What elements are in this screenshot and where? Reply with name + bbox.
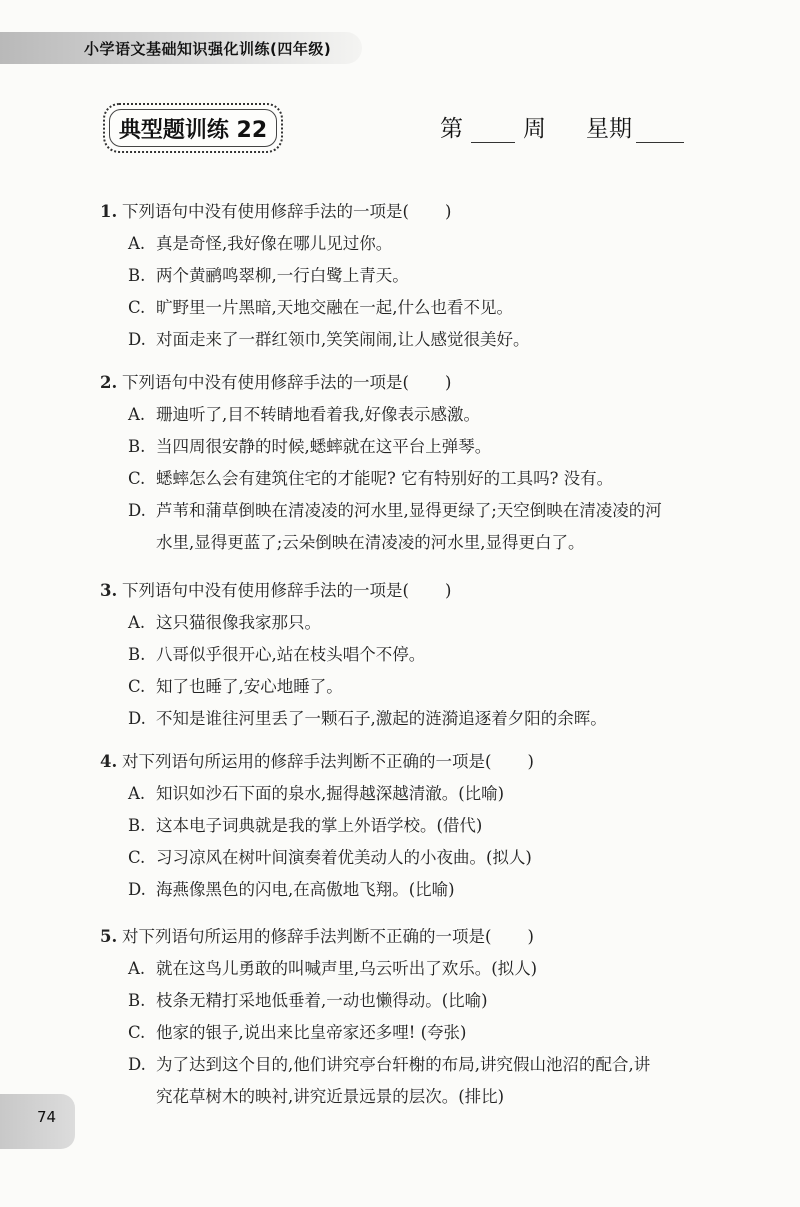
answer-paren-close[interactable]: ) bbox=[444, 202, 452, 221]
section-title-box bbox=[103, 103, 283, 153]
option-d: D. 为了达到这个目的,他们讲究亭台轩榭的布局,讲究假山池沼的配合,讲 究花草树木的映衬,讲究近景远景的层次。(排比) bbox=[128, 1055, 651, 1106]
option-c: C. 他家的银子,说出来比皇帝家还多哩! (夸张) bbox=[128, 1023, 467, 1042]
question-3 bbox=[100, 575, 760, 735]
answer-paren-close[interactable]: ) bbox=[444, 581, 452, 600]
weekday-label: 星期 bbox=[586, 116, 632, 142]
answer-paren-close[interactable]: ) bbox=[444, 373, 452, 392]
question-2 bbox=[100, 367, 760, 559]
question-number: 4. bbox=[100, 752, 118, 771]
option-d: D. 海燕像黑色的闪电,在高傲地飞翔。(比喻) bbox=[128, 880, 455, 899]
question-stem: 下列语句中没有使用修辞手法的一项是( bbox=[122, 373, 409, 392]
option-d: D. 不知是谁往河里丢了一颗石子,激起的涟漪追逐着夕阳的余晖。 bbox=[128, 709, 607, 728]
week-label: 第 bbox=[440, 116, 463, 142]
question-stem: 对下列语句所运用的修辞手法判断不正确的一项是( bbox=[122, 927, 492, 946]
question-stem: 对下列语句所运用的修辞手法判断不正确的一项是( bbox=[122, 752, 492, 771]
question-stem: 下列语句中没有使用修辞手法的一项是( bbox=[122, 581, 409, 600]
weekday-blank[interactable] bbox=[636, 118, 684, 143]
zhou-label: 周 bbox=[523, 116, 546, 142]
option-b: B. 这本电子词典就是我的掌上外语学校。(借代) bbox=[128, 816, 483, 835]
question-1 bbox=[100, 196, 760, 356]
answer-paren-close[interactable]: ) bbox=[527, 927, 534, 946]
option-c: C. 蟋蟀怎么会有建筑住宅的才能呢? 它有特别好的工具吗? 没有。 bbox=[128, 469, 614, 488]
option-c: C. 习习凉风在树叶间演奏着优美动人的小夜曲。(拟人) bbox=[128, 848, 532, 867]
question-stem: 下列语句中没有使用修辞手法的一项是( bbox=[122, 202, 409, 221]
question-number: 5. bbox=[100, 927, 118, 946]
option-b: B. 当四周很安静的时候,蟋蟀就在这平台上弹琴。 bbox=[128, 437, 492, 456]
page-number: 74 bbox=[37, 1108, 57, 1126]
option-b: B. 八哥似乎很开心,站在枝头唱个不停。 bbox=[128, 645, 426, 664]
question-5 bbox=[100, 921, 760, 1113]
option-a: A. 珊迪听了,目不转睛地看着我,好像表示感激。 bbox=[128, 405, 480, 424]
week-day-line bbox=[440, 110, 684, 143]
question-number: 3. bbox=[100, 581, 118, 600]
question-number: 1. bbox=[100, 202, 118, 221]
question-4 bbox=[100, 746, 760, 906]
option-d: D. 对面走来了一群红领巾,笑笑闹闹,让人感觉很美好。 bbox=[128, 330, 530, 349]
book-title: 小学语文基础知识强化训练(四年级) bbox=[84, 40, 332, 58]
option-c: C. 旷野里一片黑暗,天地交融在一起,什么也看不见。 bbox=[128, 298, 513, 317]
option-c: C. 知了也睡了,安心地睡了。 bbox=[128, 677, 343, 696]
option-a: A. 就在这鸟儿勇敢的叫喊声里,乌云听出了欢乐。(拟人) bbox=[128, 959, 538, 978]
option-b: B. 枝条无精打采地低垂着,一动也懒得动。(比喻) bbox=[128, 991, 488, 1010]
option-b: B. 两个黄鹂鸣翠柳,一行白鹭上青天。 bbox=[128, 266, 409, 285]
option-a: A. 真是奇怪,我好像在哪儿见过你。 bbox=[128, 234, 393, 253]
option-a: A. 知识如沙石下面的泉水,掘得越深越清澈。(比喻) bbox=[128, 784, 505, 803]
section-title: 典型题训练 22 bbox=[118, 117, 268, 143]
week-blank[interactable] bbox=[471, 118, 515, 143]
option-d: D. 芦苇和蒲草倒映在清凌凌的河水里,显得更绿了;天空倒映在清凌凌的河 水里,显得更蓝了;云朵倒映在清凌凌的河水里,显得更白了。 bbox=[128, 501, 662, 552]
question-number: 2. bbox=[100, 373, 118, 392]
answer-paren-close[interactable]: ) bbox=[527, 752, 534, 771]
option-a: A. 这只猫很像我家那只。 bbox=[128, 613, 321, 632]
